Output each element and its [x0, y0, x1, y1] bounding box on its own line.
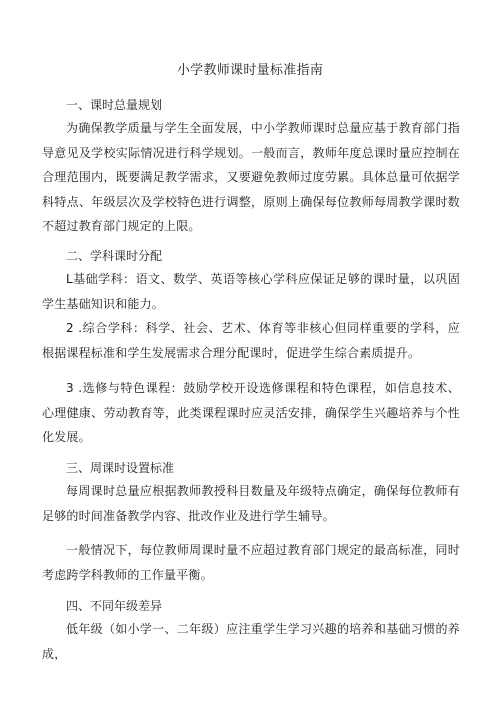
section-heading-2: 二、学科课时分配 [66, 249, 163, 263]
document-title: 小学教师课时量标准指南 [176, 63, 324, 78]
section-heading-1: 一、课时总量规划 [66, 98, 163, 112]
section-1-paragraph-1: 为确保教学质量与学生全面发展，中小学教师课时总量应基于教育部门指导意见及学校实际情况进行科学规划。一般而言，教师年度总课时量应控制在合理范围内，既要满足教学需求，又要避免教师过度劳累。具体总量可依据学科特点、年级层次及学校特色进行调整，原则上确保每位教师每周教学课时数不超过教育部门规定的上限。 [42, 121, 460, 233]
section-2-paragraph-3: 3 .选修与特色课程：鼓励学校开设选修课程和特色课程，如信息技术、心理健康、劳动教育等，此类课程课时应灵活安排，确保学生兴趣培养与个性化发展。 [42, 381, 460, 444]
section-2-paragraph-2: 2 .综合学科：科学、社会、艺术、体育等非核心但同样重要的学科，应根据课程标准和学生发展需求合理分配课时，促进学生综合素质提升。 [42, 321, 460, 360]
section-heading-3: 三、周课时设置标准 [66, 461, 175, 475]
section-heading-4: 四、不同年级差异 [66, 599, 163, 613]
section-3-paragraph-2: 一般情况下，每位教师周课时量不应超过教育部门规定的最高标准，同时考虑跨学科教师的工作量平衡。 [42, 543, 460, 582]
section-2-paragraph-1: L基础学科：语文、数学、英语等核心学科应保证足够的课时量，以巩固学生基础知识和能力。 [42, 272, 460, 311]
section-4-paragraph-1: 低年级（如小学一、二年级）应注重学生学习兴趣的培养和基础习惯的养成， [42, 622, 460, 661]
section-3-paragraph-1: 每周课时总量应根据教师教授科目数量及年级特点确定，确保每位教师有足够的时间准备教学内容、批改作业及进行学生辅导。 [42, 484, 460, 523]
